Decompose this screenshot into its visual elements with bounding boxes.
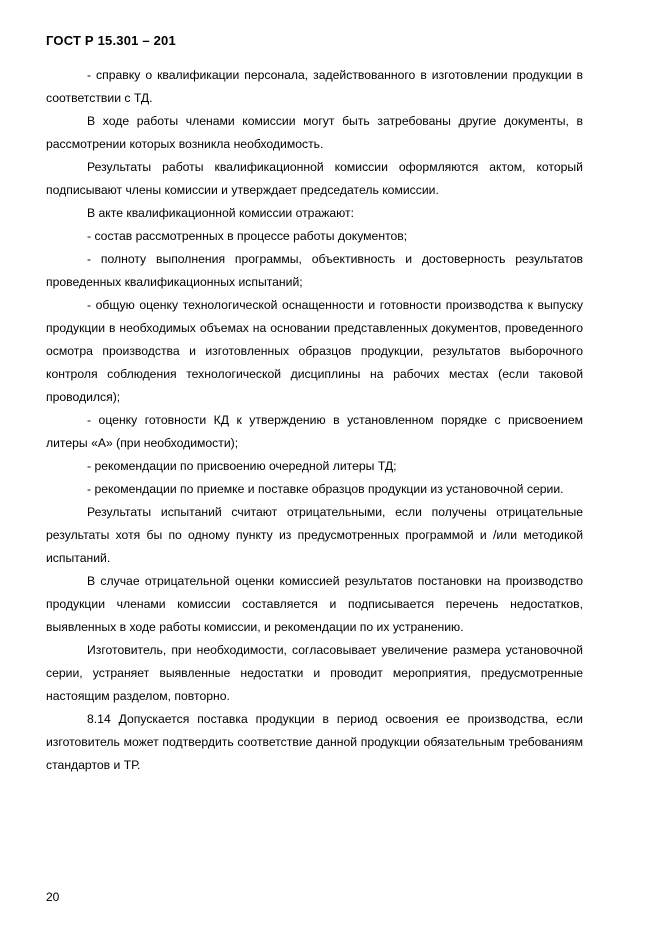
list-item-td-letter-recommendation: - рекомендации по присвоению очередной литеры ТД; (87, 459, 397, 473)
page-number: 20 (46, 890, 60, 904)
document-body (46, 64, 583, 777)
paragraph-act-contents-intro: В акте квалификационной комиссии отражают: (87, 206, 354, 220)
paragraph-other-documents: В ходе работы членами комиссии могут быть затребованы другие документы, в рассмотрении которых возникла необходимость. (46, 114, 583, 151)
list-item-documents-reviewed: - состав рассмотренных в процессе работы документов; (87, 229, 408, 243)
paragraph-results-act: Результаты работы квалификационной комиссии оформляются актом, который подписывают члены комиссии и утверждает председатель комиссии. (46, 160, 583, 197)
list-item-kd-readiness: - оценку готовности КД к утверждению в установленном порядке с присвоением литеры «А» (при необходимости); (46, 413, 583, 450)
document-header: ГОСТ Р 15.301 – 201 (46, 33, 176, 48)
list-item-acceptance-recommendation: - рекомендации по приемке и поставке образцов продукции из установочной серии. (87, 482, 564, 496)
paragraph-qualification-certificate: - справку о квалификации персонала, задействованного в изготовлении продукции в соответствии с ТД. (46, 68, 583, 105)
paragraph-manufacturer-actions: Изготовитель, при необходимости, согласовывает увеличение размера установочной серии, устраняет выявленные недостатки и проводит мероприятия, предусмотренные настоящим разделом, повторно. (46, 643, 583, 703)
paragraph-negative-results: Результаты испытаний считают отрицательными, если получены отрицательные результаты хотя бы по одному пункту из предусмотренных программой и /или методикой испытаний. (46, 505, 583, 565)
list-item-program-completeness: - полноту выполнения программы, объективность и достоверность результатов проведенных квалификационных испытаний; (46, 252, 583, 289)
list-item-general-assessment: - общую оценку технологической оснащенности и готовности производства к выпуску продукции в необходимых объемах на основании представленных документов, проведенного осмотра производства и изготовленных образцов продукции, результатов выборочного контроля соблюдения технологической дисциплины на рабочих местах (если таковой проводился); (46, 298, 583, 404)
paragraph-clause-8-14: 8.14 Допускается поставка продукции в период освоения ее производства, если изготовитель может подтвердить соответствие данной продукции обязательным требованиям стандартов и ТР. (46, 712, 583, 772)
paragraph-negative-assessment: В случае отрицательной оценки комиссией результатов постановки на производство продукции членами комиссии составляется и подписывается перечень недостатков, выявленных в ходе работы комиссии, и рекомендации по их устранению. (46, 574, 583, 634)
